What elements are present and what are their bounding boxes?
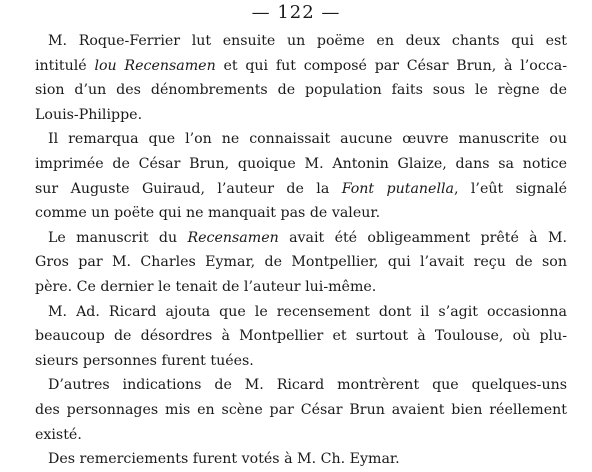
text-line <box>35 54 567 79</box>
text-run: imprimée de César Brun, quoique M. Antonin Glaize, dans sa notice <box>35 155 567 172</box>
text-run: beaucoup de désordres à Montpellier et surtout à Toulouse, où plu- <box>35 328 567 345</box>
text-line <box>35 29 567 54</box>
text-run: et qui fut composé par César Brun, à l’occa- <box>215 57 567 74</box>
italic-title: Recensamen <box>187 229 279 246</box>
text-run: sur Auguste Guiraud, l’auteur de la <box>35 180 342 197</box>
text-line <box>35 447 567 472</box>
text-run: M. Ad. Ricard ajouta que le recensement dont il s’agit occasionna <box>48 303 567 320</box>
text-line <box>35 78 567 103</box>
paragraph <box>35 226 567 300</box>
page-number: — 122 — <box>251 2 341 23</box>
italic-title: Font putanella <box>341 180 454 197</box>
text-run: Le manuscrit du <box>48 229 188 246</box>
italic-title: lou Recensamen <box>94 57 216 74</box>
text-run: Louis-Philippe. <box>35 106 143 123</box>
text-run: M. Roque-Ferrier lut ensuite un poëme en deux chants qui est <box>48 33 567 49</box>
paragraph <box>35 29 567 127</box>
text-line <box>35 300 567 325</box>
paragraph <box>35 127 567 225</box>
text-run: avait été obligeamment prêté à M. <box>278 229 567 246</box>
paragraph <box>35 300 567 374</box>
text-line <box>35 275 567 300</box>
text-run: existé. <box>35 426 82 443</box>
text-run: comme un poëte qui ne manquait pas de valeur. <box>35 205 381 222</box>
text-line <box>35 177 567 202</box>
text-run: intitulé <box>35 57 95 74</box>
paragraph <box>35 373 567 447</box>
text-run: , l’eût signalé <box>453 180 567 197</box>
text-line <box>35 201 567 226</box>
text-run: Il remarqua que l’on ne connaissait aucune œuvre manuscrite ou <box>48 131 567 148</box>
text-run: Gros par M. Charles Eymar, de Montpellier, qui l’avait reçu de son <box>35 254 567 271</box>
text-line <box>35 250 567 275</box>
text-line <box>35 373 567 398</box>
text-run: D’autres indications de M. Ricard montrèrent que quelques-uns <box>48 377 567 394</box>
body-text <box>35 29 567 472</box>
text-line <box>35 349 567 374</box>
text-run: Des remerciements furent votés à M. Ch. Eymar. <box>48 451 400 468</box>
text-line <box>35 127 567 152</box>
paragraph <box>35 447 567 472</box>
text-line <box>35 103 567 128</box>
text-run: sion d’un des dénombrements de population faits sous le règne de <box>35 82 567 99</box>
text-run: sieurs personnes furent tuées. <box>35 352 254 369</box>
text-line <box>35 226 567 251</box>
text-line <box>35 324 567 349</box>
text-run: des personnages mis en scène par César Brun avaient bien réellement <box>35 401 567 418</box>
text-run: père. Ce dernier le tenait de l’auteur lui-même. <box>35 278 377 295</box>
text-line <box>35 398 567 423</box>
text-line <box>35 152 567 177</box>
